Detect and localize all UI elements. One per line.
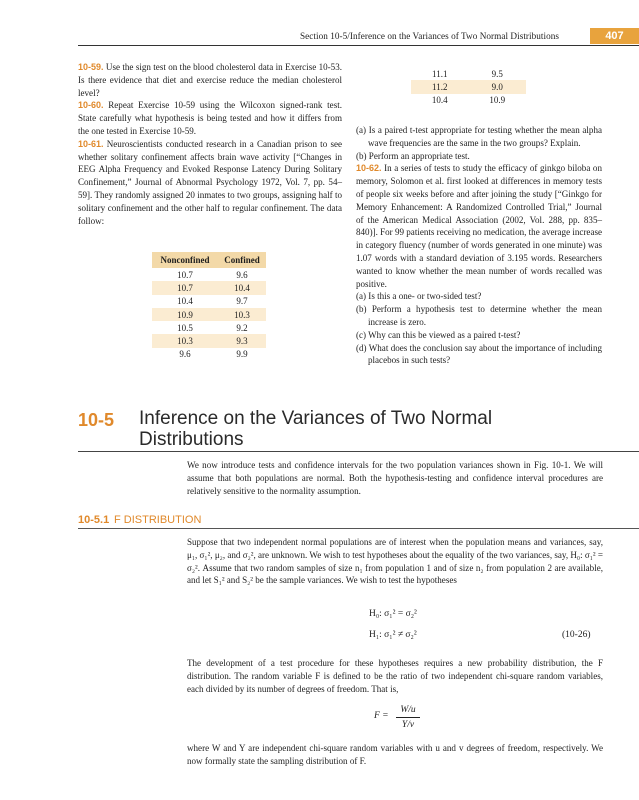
column-header: Nonconfined	[152, 252, 218, 268]
table-cell: 11.2	[411, 80, 469, 93]
paragraph: Suppose that two independent normal populations are of interest when the population means and variances, say, μ₁, σ₁², μ₂, and σ₂², are unknown. We wish to test hypotheses about the equality of the two variances, say, H₀: σ₁² = σ₂². Assume that two random samples of size n₁ from population 1 and of size n₂ from population 2 are available, and let S₁² and S₂² be the sample variances. We wish to test the hypotheses	[187, 537, 603, 586]
table-row	[152, 308, 266, 321]
question-b: (b) Perform a hypothesis test to determine whether the mean increase is zero.	[356, 304, 602, 327]
section-divider	[78, 451, 639, 452]
table-cell: 9.0	[469, 80, 527, 93]
header-divider	[78, 45, 639, 46]
table-row	[152, 295, 266, 308]
table-cell: 10.3	[218, 308, 266, 321]
subsection-title: F DISTRIBUTION	[114, 514, 202, 526]
null-hypothesis: H₀: σ₁² = σ₂²	[369, 609, 417, 619]
exercise-text: Neuroscientists conducted research in a Canadian prison to see whether solitary confinement affects brain wave activity [“Changes in EEG Alpha Frequency and Evoked Response Latency During Solitary Confinement,” Journal of Abnormal Psychology 1972, Vol. 7, pp. 54–59]. They randomly assigned 20 inmates to two groups, assigning half to solitary confinement and the other half to regular confinement. The data follow:	[78, 138, 342, 226]
question-b: (b) Perform an appropriate test.	[356, 150, 470, 161]
table-cell: 9.7	[236, 296, 248, 307]
exercise-number: 10-60.	[78, 100, 104, 111]
question-d: (d) What does the conclusion say about the importance of including placebos in such tests?	[356, 342, 602, 366]
table-cell: 9.9	[236, 349, 248, 360]
exercise-number: 10-61.	[78, 138, 104, 149]
table-cell: 10.4	[431, 95, 448, 106]
table-row	[152, 281, 266, 294]
paragraph: The development of a test procedure for these hypotheses requires a new probability distribution, the F distribution. The random variable F is defined to be the ratio of two independent chi-square random variables, each divided by its number of degrees of freedom. That is,	[187, 658, 603, 694]
left-column	[78, 61, 342, 227]
exercise-number: 10-59.	[78, 62, 104, 72]
running-header: Section 10-5/Inference on the Variances of Two Normal Distributions	[300, 31, 560, 41]
confinement-data-table	[152, 252, 266, 361]
column-header: Confined	[218, 252, 266, 268]
table-cell: 10.9	[152, 308, 218, 321]
table-row	[152, 348, 266, 361]
table-row	[411, 67, 526, 80]
exercise-text: Use the sign test on the blood cholesterol data in Exercise 10-53. Is there evidence that diet and exercise reduce the median cholesterol level?	[78, 62, 342, 98]
f-numerator: W/u	[400, 705, 416, 715]
exercise-10-60	[78, 99, 342, 137]
fraction-bar	[396, 717, 420, 718]
exercise-text: In a series of tests to study the efficacy of ginkgo biloba on memory, Solomon et al. first looked at differences in memory tests of people six weeks before and after joining the study [“Ginkgo for Memory Enhancement: A Randomized Controlled Trial,” Journal of the American Medical Association (2002, Vol. 288, pp. 835–840)]. For 99 patients receiving no medication, the average increase in category fluency (number of words generated in one minute) was 1.07 words with a standard deviation of 3.195 words. Researchers wanted to know whether the mean number of words recalled was positive.	[356, 163, 602, 289]
table-row	[152, 268, 266, 281]
table-cell: 10.5	[177, 322, 193, 333]
table-cell: 10.7	[177, 269, 193, 280]
question-c: (c) Why can this be viewed as a paired t-test?	[356, 329, 521, 340]
table-cell: 9.6	[179, 349, 191, 360]
equation-number: (10-26)	[562, 630, 591, 640]
table-cell: 10.9	[489, 95, 506, 106]
f-equation-lhs: F =	[374, 711, 389, 721]
f-denominator: Y/v	[401, 720, 415, 730]
subsection-divider	[78, 528, 639, 529]
right-column	[356, 124, 602, 367]
question-a: (a) Is this a one- or two-sided test?	[356, 291, 482, 302]
table-row	[411, 94, 526, 107]
table-cell: 9.3	[218, 334, 266, 347]
table-cell: 9.5	[491, 68, 503, 79]
section-intro: We now introduce tests and confidence intervals for the two population variances shown in Fig. 10-1. We will assume that both populations are normal. Both the hypothesis-testing and confidence interval procedures are relatively sensitive to the normality assumption.	[187, 460, 603, 496]
exercise-10-62	[356, 162, 602, 290]
table-cell: 10.4	[177, 296, 193, 307]
alternative-hypothesis: H₁: σ₁² ≠ σ₂²	[369, 630, 417, 640]
table-cell: 10.7	[152, 281, 218, 294]
table-row	[152, 334, 266, 347]
table-cell: 9.6	[236, 269, 248, 280]
table-cell: 10.3	[152, 334, 218, 347]
exercise-10-59	[78, 61, 342, 99]
exercise-10-61	[78, 138, 342, 228]
question-a: (a) Is a paired t-test appropriate for testing whether the mean alpha wave frequencies are the same in the two groups? Explain.	[356, 125, 602, 148]
paragraph: where W and Y are independent chi-square random variables with u and v degrees of freedom, respectively. We now formally state the sampling distribution of F.	[187, 743, 603, 766]
exercise-number: 10-62.	[356, 163, 382, 174]
table-row	[411, 80, 526, 93]
table-cell: 10.4	[218, 281, 266, 294]
subsection-number: 10-5.1	[78, 514, 110, 526]
confinement-data-table-continued	[411, 67, 526, 107]
table-row	[152, 321, 266, 334]
page-number: 407	[590, 28, 639, 44]
section-number: 10-5	[78, 410, 115, 430]
exercise-text: Repeat Exercise 10-59 using the Wilcoxon signed-rank test. State carefully what hypothesis is being tested and how it differs from the one tested in Exercise 10-59.	[78, 100, 342, 136]
section-title: Inference on the Variances of Two Normal Distributions	[139, 408, 493, 450]
table-cell: 11.1	[432, 68, 448, 79]
table-cell: 9.2	[236, 322, 248, 333]
